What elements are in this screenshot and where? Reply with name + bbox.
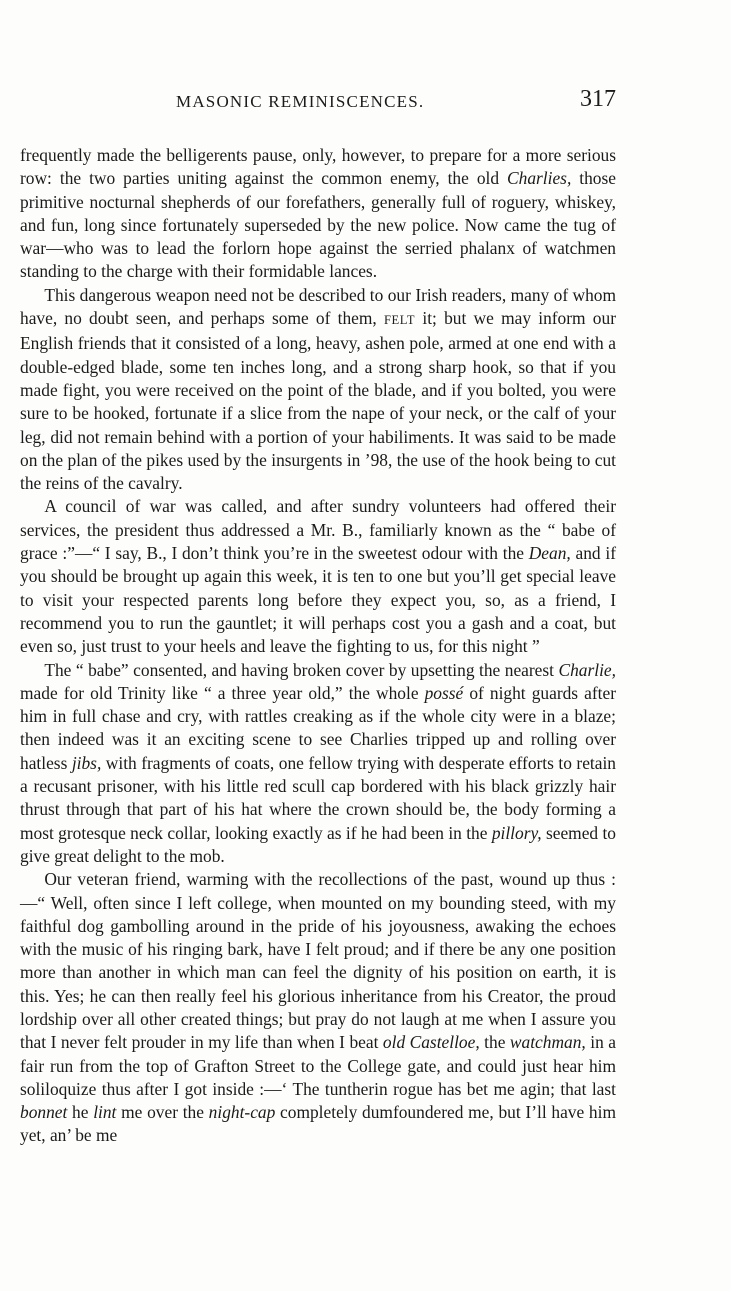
text-run: of night guards after him in full chase and cry, with rattles creaking as if the whole city were in a blaze; then indeed was it an exciting scene to see Charlies tripped up and rolling over hatless xyxy=(20,682,616,773)
text-run: he xyxy=(67,1102,94,1123)
italic-text: possé xyxy=(424,682,464,703)
text-run: the xyxy=(479,1032,510,1053)
paragraph xyxy=(20,495,616,658)
small-caps-text: FELT xyxy=(384,313,416,328)
text-run: Our veteran friend, warming with the recollections of the past, wound up thus :—“ Well, often since I left college, when mounted on my bounding steed, with my faithful dog gambolling around in the pride of his joyousness, awaking the echoes with the music of his ringing bark, have I felt proud; and if there be any one position more than another in which man can feel the dignity of his position on earth, it is this. Yes; he can then really feel his glorious inheritance from his Creator, the proud lordship over all other created things; but pray do not laugh at me when I assure you that I never felt prouder in my life than when I beat xyxy=(20,869,616,1053)
paragraph xyxy=(20,284,616,496)
text-run: seemed to give great delight to the mob. xyxy=(20,822,616,866)
text-run: The “ babe” consented, and having broken cover by upsetting the nearest xyxy=(44,659,559,680)
italic-text: jibs, xyxy=(71,752,102,773)
article-body xyxy=(20,144,616,1148)
text-run: and if you should be brought up again this week, it is ten to one but you’ll get special leave to visit your respected parents long before they expect you, so, as a friend, I recommend you to run the gauntlet; it will perhaps cost you a gash and a coat, but even so, just trust to your heels and leave the fighting to us, for this night ” xyxy=(20,543,616,657)
text-run: This dangerous weapon need not be described to our Irish readers, many of whom have, no doubt seen, and perhaps some of them, xyxy=(20,284,616,329)
italic-text: Charlie, xyxy=(558,659,616,680)
text-run: frequently made the belligerents pause, only, however, to prepare for a more serious row: the two parties uniting against the common enemy, the old xyxy=(20,145,616,189)
italic-text: Dean, xyxy=(528,543,571,564)
italic-text: old Castelloe, xyxy=(382,1032,480,1053)
italic-text: night-cap xyxy=(208,1102,276,1123)
text-run: those primitive nocturnal shepherds of our forefathers, generally full of roguery, whiskey, and fun, long since fortunately superseded by the new police. Now came the tug of war—who was to lead the forlorn hope against the serried phalanx of watchmen standing to the charge with their formidable lances. xyxy=(20,168,616,282)
text-run: with fragments of coats, one fellow trying with desperate efforts to retain a recusant prisoner, with his little red scull cap bordered with his black grizzly hair thrust through that part of his hat where the crown should be, the body forming a most grotesque neck collar, looking exactly as if he had been in the xyxy=(20,752,616,843)
running-title: MASONIC REMINISCENCES. xyxy=(176,92,425,111)
text-run: it; but we may inform our English friends that it consisted of a long, heavy, ashen pole, armed at one end with a double-edged blade, some ten inches long, and a strong sharp hook, so that if you made fight, you were received on the point of the blade, and if you bolted, you were sure to be hooked, fortunate if a slice from the nape of your neck, or the calf of your leg, did not remain behind with a portion of your habiliments. It was said to be made on the plan of the pikes used by the insurgents in ’98, the use of the hook being to cut the reins of the cavalry. xyxy=(20,308,616,494)
italic-text: lint xyxy=(93,1102,117,1123)
text-run: A council of war was called, and after sundry volunteers had offered their services, the president thus addressed a Mr. B., familiarly known as the “ babe of grace :”—“ I say, B., I don’t think you’re in the sweetest odour with the xyxy=(20,496,616,564)
page-number: 317 xyxy=(580,86,616,112)
text-run: completely dumfoundered me, but I’ll have him yet, an’ be me xyxy=(20,1102,616,1146)
text-run: in a fair run from the top of Grafton Street to the College gate, and could just hear him soliloquize thus after I got inside :—‘ The tuntherin rogue has bet me agin; that last xyxy=(20,1032,616,1099)
italic-text: bonnet xyxy=(20,1102,68,1123)
page-header xyxy=(20,88,616,120)
paragraph xyxy=(20,144,616,284)
paragraph xyxy=(20,868,616,1148)
text-run: made for old Trinity like “ a three year old,” the whole xyxy=(20,682,425,703)
text-run: me over the xyxy=(116,1102,209,1123)
italic-text: Charlies, xyxy=(507,168,572,189)
italic-text: watchman, xyxy=(509,1032,586,1053)
paragraph xyxy=(20,659,616,869)
italic-text: pillory, xyxy=(491,822,542,843)
